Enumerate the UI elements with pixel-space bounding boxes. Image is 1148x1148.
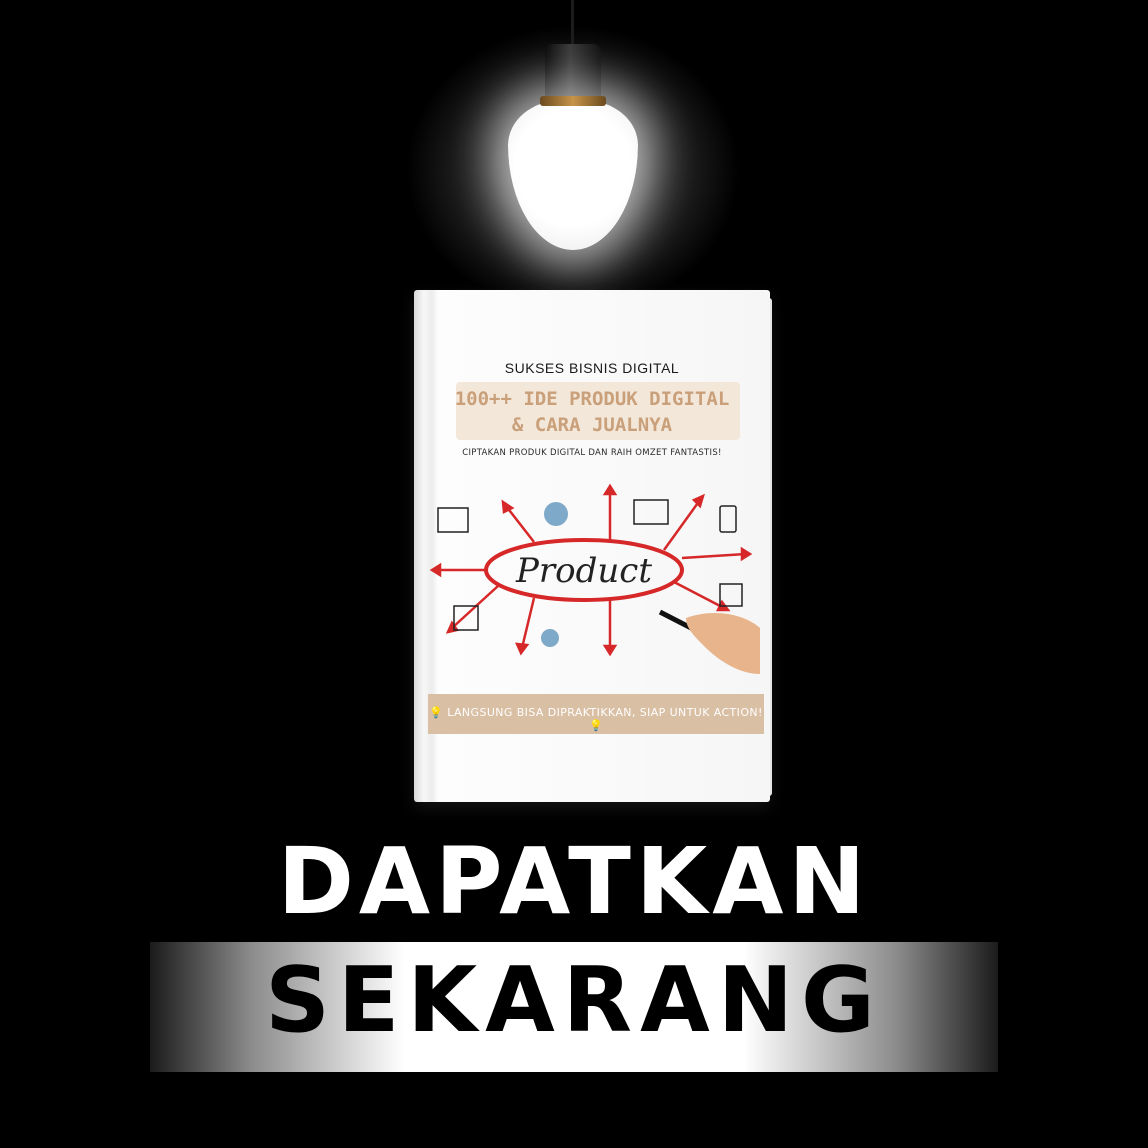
book-ribbon-text bbox=[428, 706, 764, 732]
shopping-bag-icon bbox=[454, 606, 478, 630]
ebook-cover[interactable] bbox=[414, 290, 770, 802]
brain-icon bbox=[544, 502, 568, 526]
book-series: SUKSES BISNIS DIGITAL bbox=[504, 360, 680, 376]
hand-icon bbox=[686, 613, 760, 674]
product-diagram bbox=[424, 478, 760, 688]
bulb-socket bbox=[545, 44, 601, 104]
bulb-socket-rim bbox=[540, 96, 606, 106]
ribbon-label: LANGSUNG BISA DIPRAKTIKKAN, SIAP UNTUK ACTION! bbox=[447, 706, 763, 719]
product-word: Product bbox=[516, 551, 652, 591]
ebook-icon bbox=[438, 508, 468, 532]
cloud-icon bbox=[541, 629, 559, 647]
phone-cart-icon bbox=[720, 506, 736, 532]
mini-bulb-icon: 💡 bbox=[588, 719, 604, 732]
cta-text[interactable]: SEKARANG bbox=[265, 948, 883, 1053]
book-title-line1: 100++ IDE PRODUK DIGITAL bbox=[454, 388, 730, 410]
book-title-line2: & CARA JUALNYA bbox=[511, 414, 673, 436]
mini-bulb-icon: 💡 bbox=[429, 706, 444, 719]
headline: DAPATKAN bbox=[277, 828, 871, 935]
laptop-shop-icon bbox=[634, 500, 668, 524]
book-subtitle: CIPTAKAN PRODUK DIGITAL DAN RAIH OMZET FANTASTIS! bbox=[462, 448, 722, 458]
bulb-cord bbox=[571, 0, 574, 48]
